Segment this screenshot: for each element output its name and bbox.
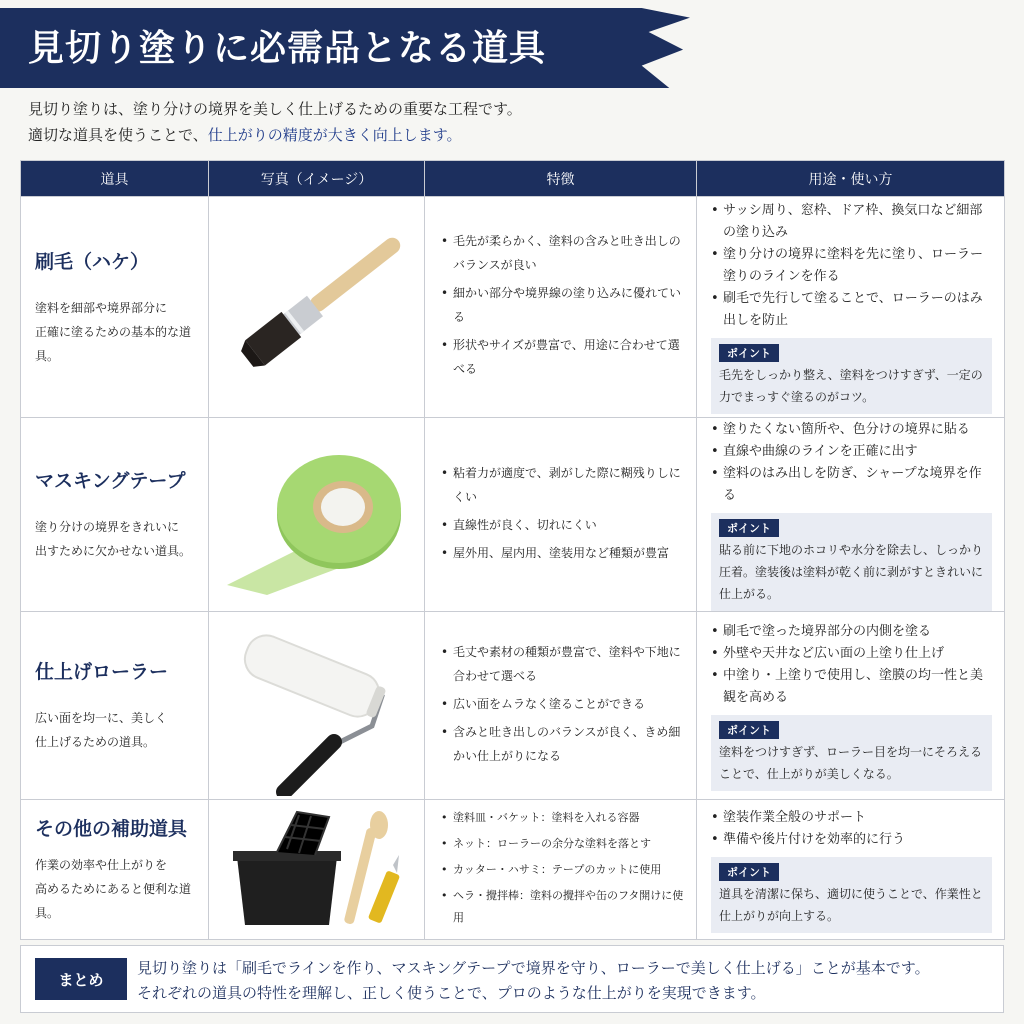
features-list xyxy=(425,807,696,929)
intro-line-1: 見切り塗りは、塗り分けの境界を美しく仕上げるための重要な工程です。 xyxy=(28,100,522,118)
photo-cell xyxy=(209,197,425,418)
feature-item: • ネット：ローラーの余分な塗料を落とす xyxy=(441,833,688,855)
usage-item: • 刷毛で塗った境界部分の内側を塗る xyxy=(711,621,992,643)
table-header-row xyxy=(21,161,1005,197)
tool-name: マスキングテープ xyxy=(35,470,186,492)
brush-photo xyxy=(209,217,425,397)
point-label: ポイント xyxy=(719,519,779,537)
usage-item: • 塗装作業全般のサポート xyxy=(711,807,992,829)
feature-item: • 細かい部分や境界線の塗り込みに優れている xyxy=(441,281,688,329)
point-label: ポイント xyxy=(719,863,779,881)
features-cell xyxy=(425,418,697,612)
tool-desc xyxy=(35,706,208,754)
summary-text xyxy=(137,956,930,1006)
tool-desc-line: 正確に塗るための基本的な道具。 xyxy=(35,324,192,363)
header-features: 特徴 xyxy=(425,161,697,197)
feature-item: • 毛先が柔らかく、塗料の含みと吐き出しのバランスが良い xyxy=(441,229,688,277)
tray-knife-spatula-icon xyxy=(217,807,417,932)
intro-line-2 xyxy=(28,122,522,148)
table-row-tape xyxy=(21,418,1005,612)
aux-photo xyxy=(209,807,425,932)
table-row-aux xyxy=(21,800,1005,940)
feature-item: • 形状やサイズが豊富で、用途に合わせて選べる xyxy=(441,333,688,381)
features-cell xyxy=(425,800,697,940)
paint-brush-icon xyxy=(222,217,412,397)
usage-list xyxy=(711,419,992,507)
tool-name: 刷毛（ハケ） xyxy=(35,250,150,273)
point-text: 毛先をしっかり整え、塗料をつけすぎず、一定の力でまっすぐ塗るのがコツ。 xyxy=(719,368,983,404)
usage-item: • 塗り分けの境界に塗料を先に塗り、ローラー塗りのラインを作る xyxy=(711,244,992,288)
header-usage: 用途・使い方 xyxy=(697,161,1005,197)
header-tool: 道具 xyxy=(21,161,209,197)
tool-desc-line: 作業の効率や仕上がりを xyxy=(35,858,168,872)
point-box xyxy=(711,857,992,933)
masking-tape-icon xyxy=(217,435,417,595)
usage-cell xyxy=(697,197,1005,418)
feature-item: • 屋外用、屋内用、塗装用など種類が豊富 xyxy=(441,541,688,565)
point-label: ポイント xyxy=(719,721,779,739)
tool-cell xyxy=(21,197,209,418)
point-box xyxy=(711,338,992,414)
tool-desc-line: 塗料を細部や境界部分に xyxy=(35,300,168,315)
tool-desc-line: 高めるためにあると便利な道具。 xyxy=(35,882,192,920)
tool-desc-line: 塗り分けの境界をきれいに xyxy=(35,520,180,534)
usage-list xyxy=(711,621,992,709)
roller-photo xyxy=(209,616,425,796)
tool-cell xyxy=(21,418,209,612)
feature-item: • ヘラ・攪拌棒：塗料の攪拌や缶のフタ開けに使用 xyxy=(441,885,688,929)
tool-desc xyxy=(35,853,208,925)
usage-item: • 刷毛で先行して塗ることで、ローラーのはみ出しを防止 xyxy=(711,288,992,332)
photo-cell xyxy=(209,418,425,612)
tool-name: 仕上げローラー xyxy=(35,661,169,683)
feature-item: • 含みと吐き出しのバランスが良く、きめ細かい仕上がりになる xyxy=(441,720,688,768)
header-photo: 写真（イメージ） xyxy=(209,161,425,197)
photo-cell xyxy=(209,800,425,940)
point-text: 貼る前に下地のホコリや水分を除去し、しっかり圧着。塗装後は塗料が乾く前に剥がすときれいに仕上がる。 xyxy=(719,542,984,601)
point-box xyxy=(711,513,992,611)
feature-item: • 直線性が良く、切れにくい xyxy=(441,513,688,537)
intro-line-2-accent: 仕上がりの精度が大きく向上します。 xyxy=(207,126,462,144)
paint-roller-icon xyxy=(222,616,412,796)
usage-list xyxy=(711,200,992,332)
tool-desc-line: 出すために欠かせない道具。 xyxy=(35,544,192,558)
features-cell xyxy=(425,197,697,418)
features-list xyxy=(425,640,696,768)
intro xyxy=(28,96,522,148)
feature-item: • 塗料皿・バケット：塗料を入れる容器 xyxy=(441,807,688,829)
intro-line-2-prefix: 適切な道具を使うことで、 xyxy=(28,126,208,144)
usage-item: • 中塗り・上塗りで使用し、塗膜の均一性と美観を高める xyxy=(711,665,992,709)
tool-cell xyxy=(21,612,209,800)
usage-item: • 準備や後片付けを効率的に行う xyxy=(711,829,992,851)
feature-item: • 粘着力が適度で、剥がした際に糊残りしにくい xyxy=(441,461,688,509)
usage-item: • 塗料のはみ出しを防ぎ、シャープな境界を作る xyxy=(711,463,992,507)
point-text: 道具を清潔に保ち、適切に使うことで、作業性と仕上がりが向上する。 xyxy=(719,886,983,923)
usage-cell xyxy=(697,418,1005,612)
tools-table xyxy=(20,160,1005,940)
summary-label: まとめ xyxy=(35,958,127,1000)
page-title: 見切り塗りに必需品となる道具 xyxy=(28,28,547,69)
tool-desc xyxy=(35,515,208,563)
usage-item: • サッシ周り、窓枠、ドア枠、換気口など細部の塗り込み xyxy=(711,200,992,244)
table-row-roller xyxy=(21,612,1005,800)
summary-box xyxy=(20,945,1004,1013)
tool-desc xyxy=(35,296,208,368)
photo-cell xyxy=(209,612,425,800)
summary-line-1: 見切り塗りは「刷毛でラインを作り、マスキングテープで境界を守り、ローラーで美しく仕上げる」ことが基本です。 xyxy=(137,959,930,977)
tool-cell xyxy=(21,800,209,940)
feature-item: • カッター・ハサミ：テープのカットに使用 xyxy=(441,859,688,881)
usage-list xyxy=(711,807,992,851)
summary-line-2: それぞれの道具の特性を理解し、正しく使うことで、プロのような仕上がりを実現できます。 xyxy=(137,984,766,1002)
tool-name: その他の補助道具 xyxy=(35,818,188,840)
features-list xyxy=(425,461,696,565)
usage-item: • 外壁や天井など広い面の上塗り仕上げ xyxy=(711,643,992,665)
usage-item: • 塗りたくない箇所や、色分けの境界に貼る xyxy=(711,419,992,441)
table-row-brush xyxy=(21,197,1005,418)
usage-cell xyxy=(697,612,1005,800)
usage-item: • 直線や曲線のラインを正確に出す xyxy=(711,441,992,463)
feature-item: • 毛丈や素材の種類が豊富で、塗料や下地に合わせて選べる xyxy=(441,640,688,688)
feature-item: • 広い面をムラなく塗ることができる xyxy=(441,692,688,716)
features-cell xyxy=(425,612,697,800)
point-label: ポイント xyxy=(719,344,779,362)
features-list xyxy=(425,229,696,381)
point-text: 塗料をつけすぎず、ローラー目を均一にそろえることで、仕上がりが美しくなる。 xyxy=(719,744,983,781)
tape-photo xyxy=(209,435,425,595)
tool-desc-line: 広い面を均一に、美しく xyxy=(35,711,168,725)
usage-cell xyxy=(697,800,1005,940)
tool-desc-line: 仕上げるための道具。 xyxy=(35,735,156,749)
point-box xyxy=(711,715,992,791)
